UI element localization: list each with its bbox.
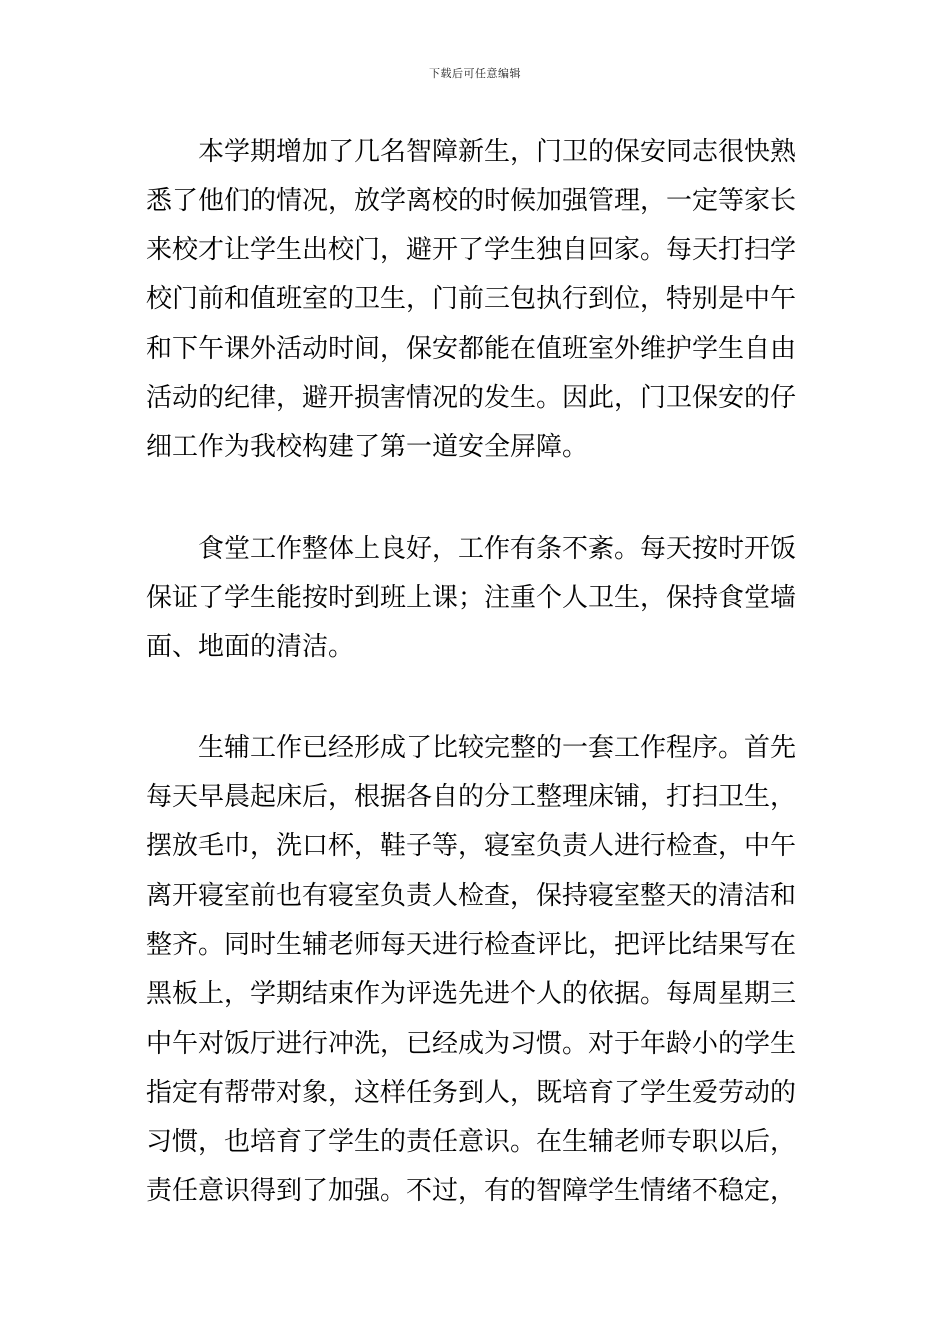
text-line: 面、地面的清洁。 — [146, 632, 355, 662]
text-line: 整齐。同时生辅老师每天进行检查评比，把评比结果写在 — [146, 930, 797, 960]
text-line: 悉了他们的情况，放学离校的时候加强管理，一定等家长 — [146, 186, 797, 216]
text-line: 食堂工作整体上良好，工作有条不紊。每天按时开饭 — [198, 534, 797, 564]
text-line: 中午对饭厅进行冲洗，已经成为习惯。对于年龄小的学生 — [146, 1029, 797, 1059]
text-line: 细工作为我校构建了第一道安全屏障。 — [146, 432, 589, 462]
text-line: 活动的纪律，避开损害情况的发生。因此，门卫保安的仔 — [146, 383, 797, 413]
text-line: 摆放毛巾，洗口杯，鞋子等，寝室负责人进行检查，中午 — [146, 831, 797, 861]
text-line: 离开寝室前也有寝室负责人检查，保持寝室整天的清洁和 — [146, 881, 797, 911]
text-line: 校门前和值班室的卫生，门前三包执行到位，特别是中午 — [146, 284, 797, 314]
text-line: 每天早晨起床后，根据各自的分工整理床铺，打扫卫生， — [146, 782, 797, 812]
text-line: 来校才让学生出校门，避开了学生独自回家。每天打扫学 — [146, 235, 797, 265]
text-line: 和下午课外活动时间，保安都能在值班室外维护学生自由 — [146, 334, 797, 364]
text-line: 黑板上，学期结束作为评选先进个人的依据。每周星期三 — [146, 979, 797, 1009]
text-line: 责任意识得到了加强。不过，有的智障学生情绪不稳定， — [146, 1176, 797, 1206]
text-line: 习惯，也培育了学生的责任意识。在生辅老师专职以后， — [146, 1127, 797, 1157]
text-line: 指定有帮带对象，这样任务到人，既培育了学生爱劳动的 — [146, 1078, 797, 1108]
header-note: 下载后可任意编辑 — [429, 67, 521, 80]
text-line: 本学期增加了几名智障新生，门卫的保安同志很快熟 — [198, 137, 797, 167]
text-line: 保证了学生能按时到班上课；注重个人卫生，保持食堂墙 — [146, 583, 797, 613]
text-line: 生辅工作已经形成了比较完整的一套工作程序。首先 — [198, 733, 797, 763]
